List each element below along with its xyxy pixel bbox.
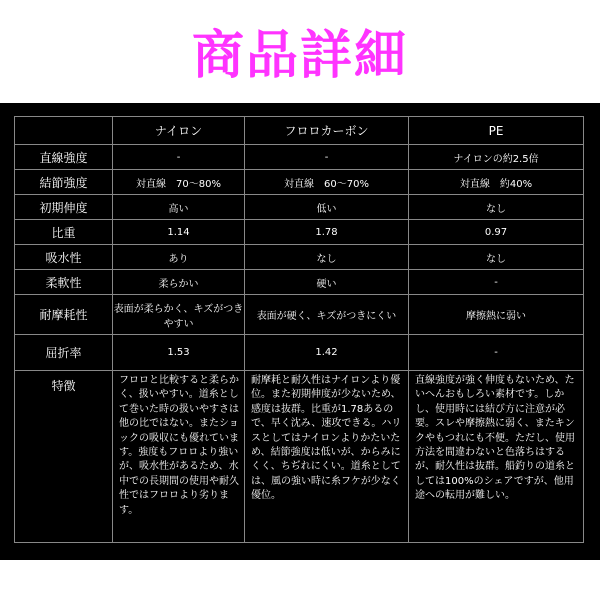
spec-table — [14, 116, 584, 543]
row-knot-strength — [15, 170, 584, 195]
cell-fluorocarbon: 低い — [245, 195, 409, 220]
cell-nylon: 対直線 70〜80% — [113, 170, 245, 195]
row-flexibility — [15, 270, 584, 295]
row-features — [15, 371, 584, 543]
row-label: 初期伸度 — [15, 195, 113, 220]
cell-nylon: あり — [113, 245, 245, 270]
cell-pe: ナイロンの約2.5倍 — [409, 145, 584, 170]
header-row — [15, 117, 584, 145]
cell-nylon: 1.14 — [113, 220, 245, 245]
title-banner — [0, 0, 600, 100]
page-title: 商品詳細 — [191, 25, 408, 86]
row-label: 耐摩耗性 — [15, 295, 113, 335]
row-label: 特徴 — [15, 371, 113, 543]
feature-fluorocarbon: 耐摩耗と耐久性はナイロンより優位。また初期伸度が少ないため、感度は抜群。比重が1.78あるので、早く沈み、速攻できる。ハリスとしてはナイロンよりかたいため、結節強度は低いが、からみにくく、ちぢれにくい。道糸としては、風の強い時に糸フケが少なく優位。 — [245, 371, 409, 543]
cell-nylon: 高い — [113, 195, 245, 220]
row-label: 吸水性 — [15, 245, 113, 270]
cell-pe: 0.97 — [409, 220, 584, 245]
cell-pe: なし — [409, 195, 584, 220]
row-abrasion-resistance — [15, 295, 584, 335]
cell-fluorocarbon: - — [245, 145, 409, 170]
header-pe: PE — [409, 117, 584, 145]
cell-fluorocarbon: 表面が硬く、キズがつきにくい — [245, 295, 409, 335]
header-fluorocarbon: フロロカーボン — [245, 117, 409, 145]
header-corner — [15, 117, 113, 145]
feature-nylon: フロロと比較すると柔らかく、扱いやすい。道糸として巻いた時の扱いやすさは他の比ではない。またショックの吸収にも優れています。強度もフロロより強いが、吸水性があるため、水中での長期間の使用や耐久性ではフロロより劣ります。 — [113, 371, 245, 543]
cell-pe: 対直線 約40% — [409, 170, 584, 195]
row-label: 直線強度 — [15, 145, 113, 170]
row-water-absorption — [15, 245, 584, 270]
cell-nylon: 柔らかい — [113, 270, 245, 295]
row-refractive-index — [15, 335, 584, 371]
row-straight-strength — [15, 145, 584, 170]
cell-pe: - — [409, 335, 584, 371]
feature-pe: 直線強度が強く伸度もないため、たいへんおもしろい素材です。しかし、使用時には結び方に注意が必要。スレや摩擦熱に弱く、またキンクやもつれにも不便。ただし、使用方法を間違わないと色落ちはするが、耐久性は抜群。船釣りの道糸としては100%のシェアですが、他用途への転用が難しい。 — [409, 371, 584, 543]
cell-fluorocarbon: 1.42 — [245, 335, 409, 371]
row-label: 柔軟性 — [15, 270, 113, 295]
cell-nylon: - — [113, 145, 245, 170]
row-label: 結節強度 — [15, 170, 113, 195]
cell-fluorocarbon: 対直線 60〜70% — [245, 170, 409, 195]
cell-fluorocarbon: なし — [245, 245, 409, 270]
row-initial-elongation — [15, 195, 584, 220]
row-label: 比重 — [15, 220, 113, 245]
spec-panel — [0, 103, 600, 560]
cell-fluorocarbon: 1.78 — [245, 220, 409, 245]
row-specific-gravity — [15, 220, 584, 245]
cell-nylon: 1.53 — [113, 335, 245, 371]
cell-pe: なし — [409, 245, 584, 270]
cell-fluorocarbon: 硬い — [245, 270, 409, 295]
row-label: 屈折率 — [15, 335, 113, 371]
header-nylon: ナイロン — [113, 117, 245, 145]
cell-nylon: 表面が柔らかく、キズがつきやすい — [113, 295, 245, 335]
cell-pe: 摩擦熱に弱い — [409, 295, 584, 335]
cell-pe: - — [409, 270, 584, 295]
